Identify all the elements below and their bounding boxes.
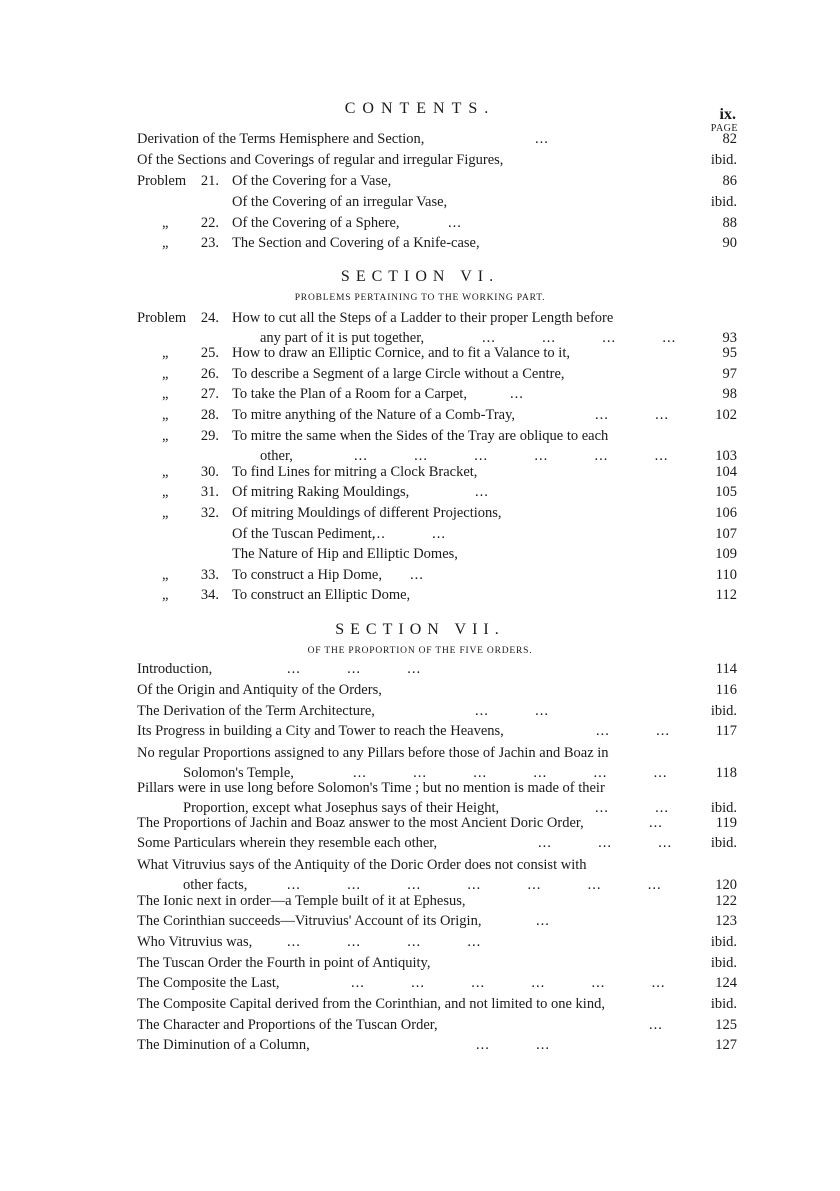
entry-title: What Vitruvius says of the Antiquity of the Doric Order does not consist with [137, 857, 587, 873]
entry-title: Of the Covering for a Vase, [232, 173, 392, 189]
ditto-mark: „ [162, 587, 169, 603]
entry-continuation: any part of it is put together, [260, 330, 425, 346]
page-number: ibid. [710, 703, 737, 719]
page-number: 125 [715, 1017, 737, 1033]
entry-title: Of the Sections and Coverings of regular and irregular Figures, [137, 152, 504, 168]
page-number: 86 [722, 173, 737, 189]
dot-leader: ... [536, 913, 550, 929]
entry-title: Of the Covering of an irregular Vase, [232, 194, 448, 210]
page-number: 90 [722, 235, 737, 251]
entry-title: To construct an Elliptic Dome, [232, 587, 411, 603]
entry-title: Its Progress in building a City and Tower to reach the Heavens, [137, 723, 504, 739]
running-title: CONTENTS. [344, 100, 496, 117]
entry-continuation: other facts, [183, 877, 248, 893]
page-number: ibid. [710, 996, 737, 1012]
problem-number: 24. [200, 310, 219, 326]
entry-title: The Composite Capital derived from the Corinthian, and not limited to one kind, [137, 996, 605, 1012]
page-number: 124 [715, 975, 737, 991]
entry-continuation: Proportion, except what Josephus says of their Height, [183, 800, 500, 816]
problem-number: 31. [200, 484, 219, 500]
toc-entry [0, 428, 840, 464]
entry-title: To take the Plan of a Room for a Carpet, [232, 386, 467, 402]
toc-entry [0, 893, 840, 913]
dot-leader: ... ... ... [538, 835, 673, 851]
toc-entry [0, 815, 840, 835]
problem-label: Problem [137, 173, 187, 189]
toc-entry [0, 131, 840, 151]
toc-entry [0, 835, 840, 855]
toc-entry [0, 1037, 840, 1057]
page-number: 118 [715, 765, 737, 781]
entry-title: The Character and Proportions of the Tuscan Order, [137, 1017, 438, 1033]
ditto-mark: „ [162, 386, 169, 402]
ditto-mark: „ [162, 345, 169, 361]
entry-title: Of mitring Raking Mouldings, [232, 484, 410, 500]
dot-leader: ... ... ... ... ... ... [351, 975, 666, 991]
section-6-subtitle: PROBLEMS PERTAINING TO THE WORKING PART. [294, 293, 546, 303]
dot-leader: ... ... ... [287, 661, 422, 677]
toc-entry [0, 955, 840, 975]
toc-entry [0, 194, 840, 214]
dot-leader: ... [410, 567, 424, 583]
toc-entry [0, 386, 840, 406]
page-number: ibid. [710, 152, 737, 168]
dot-leader: ... ... [595, 800, 669, 816]
folio-number: ix. [719, 106, 736, 123]
page-number: 93 [722, 330, 737, 346]
toc-entry [0, 934, 840, 954]
dot-leader: ... ... [476, 1037, 550, 1053]
toc-entry [0, 703, 840, 723]
page-number: 106 [715, 505, 737, 521]
toc-entry [0, 526, 840, 546]
dot-leader: ... [649, 1017, 663, 1033]
entry-title: To find Lines for mitring a Clock Bracket, [232, 464, 478, 480]
entry-continuation: Solomon's Temple, [183, 765, 294, 781]
page-number: 114 [715, 661, 737, 677]
page-number: 103 [715, 448, 737, 464]
page-number: 82 [722, 131, 737, 147]
toc-entry [0, 407, 840, 427]
dot-leader: ... ... ... ... [482, 330, 677, 346]
toc-entry [0, 682, 840, 702]
page-number: 122 [715, 893, 737, 909]
dot-leader: ... ... ... ... ... ... [354, 448, 669, 464]
entry-title: Of the Tuscan Pediment, [232, 526, 376, 542]
entry-title: The Composite the Last, [137, 975, 280, 991]
page-number: 117 [715, 723, 737, 739]
ditto-mark: „ [162, 464, 169, 480]
problem-number: 33. [200, 567, 219, 583]
entry-title: To mitre the same when the Sides of the Tray are oblique to each [232, 428, 609, 444]
dot-leader: ... ... ... ... ... ... ... [287, 877, 662, 893]
page-number: 105 [715, 484, 737, 500]
entry-title: The Derivation of the Term Architecture, [137, 703, 375, 719]
entry-title: How to cut all the Steps of a Ladder to their proper Length before [232, 310, 614, 326]
dot-leader: ... [448, 215, 462, 231]
toc-entry [0, 661, 840, 681]
page-number: ibid. [710, 934, 737, 950]
entry-title: The Nature of Hip and Elliptic Domes, [232, 546, 458, 562]
page-number: ibid. [710, 955, 737, 971]
toc-entry [0, 173, 840, 193]
problem-number: 32. [200, 505, 219, 521]
toc-entry [0, 235, 840, 255]
dot-leader: ... [510, 386, 524, 402]
entry-title: Of mitring Mouldings of different Projections, [232, 505, 502, 521]
ditto-mark: „ [162, 235, 169, 251]
toc-entry [0, 857, 840, 893]
toc-entry [0, 546, 840, 566]
toc-entry [0, 152, 840, 172]
problem-number: 23. [200, 235, 219, 251]
toc-entry [0, 587, 840, 607]
toc-entry [0, 215, 840, 235]
page-number: 116 [715, 682, 737, 698]
ditto-mark: „ [162, 407, 169, 423]
toc-entry [0, 310, 840, 346]
page-number: 110 [715, 567, 737, 583]
section-6-title: SECTION VI. [340, 268, 500, 285]
page-number: ibid. [710, 835, 737, 851]
toc-entry [0, 745, 840, 781]
toc-entry [0, 1017, 840, 1037]
problem-number: 27. [200, 386, 219, 402]
entry-title: How to draw an Elliptic Cornice, and to fit a Valance to it, [232, 345, 570, 361]
entry-title: The Proportions of Jachin and Boaz answer to the most Ancient Doric Order, [137, 815, 584, 831]
toc-entry [0, 505, 840, 525]
dot-leader: ... ... [596, 723, 670, 739]
entry-title: Derivation of the Terms Hemisphere and Section, [137, 131, 425, 147]
dot-leader: ... ... ... ... ... ... [353, 765, 668, 781]
page-number: 112 [715, 587, 737, 603]
dot-leader: ... ... [372, 526, 446, 542]
dot-leader: ... [475, 484, 489, 500]
page-number: 123 [715, 913, 737, 929]
dot-leader: ... ... [475, 703, 549, 719]
page-number: 97 [722, 366, 737, 382]
problem-number: 26. [200, 366, 219, 382]
dot-leader: ... [535, 131, 549, 147]
toc-entry [0, 484, 840, 504]
toc-entry [0, 345, 840, 365]
dot-leader: ... [649, 815, 663, 831]
toc-entry [0, 913, 840, 933]
problem-label: Problem [137, 310, 187, 326]
problem-number: 28. [200, 407, 219, 423]
page-number: 119 [715, 815, 737, 831]
page-column-label: PAGE [710, 123, 738, 134]
page-number: ibid. [710, 800, 737, 816]
entry-title: The Diminution of a Column, [137, 1037, 310, 1053]
page-number: 127 [715, 1037, 737, 1053]
section-7-subtitle: OF THE PROPORTION OF THE FIVE ORDERS. [307, 646, 533, 656]
problem-number: 29. [200, 428, 219, 444]
page-number: 109 [715, 546, 737, 562]
page-number: 104 [715, 464, 737, 480]
page-number: 120 [715, 877, 737, 893]
page-number: 98 [722, 386, 737, 402]
toc-entry [0, 996, 840, 1016]
ditto-mark: „ [162, 428, 169, 444]
entry-title: Pillars were in use long before Solomon's Time ; but no mention is made of their [137, 780, 605, 796]
toc-entry [0, 464, 840, 484]
entry-title: The Ionic next in order—a Temple built of it at Ephesus, [137, 893, 466, 909]
page-number: 102 [715, 407, 737, 423]
problem-number: 25. [200, 345, 219, 361]
entry-title: To construct a Hip Dome, [232, 567, 382, 583]
problem-number: 22. [200, 215, 219, 231]
ditto-mark: „ [162, 567, 169, 583]
entry-title: Of the Covering of a Sphere, [232, 215, 400, 231]
entry-title: The Section and Covering of a Knife-case, [232, 235, 480, 251]
toc-entry [0, 780, 840, 816]
section-7-title: SECTION VII. [335, 621, 505, 638]
dot-leader: ... ... ... ... [287, 934, 482, 950]
toc-entry [0, 366, 840, 386]
ditto-mark: „ [162, 505, 169, 521]
entry-title: To describe a Segment of a large Circle without a Centre, [232, 366, 565, 382]
entry-title: To mitre anything of the Nature of a Comb-Tray, [232, 407, 516, 423]
entry-title: No regular Proportions assigned to any Pillars before those of Jachin and Boaz in [137, 745, 609, 761]
toc-entry [0, 567, 840, 587]
problem-number: 30. [200, 464, 219, 480]
entry-title: Some Particulars wherein they resemble each other, [137, 835, 438, 851]
entry-title: Introduction, [137, 661, 213, 677]
entry-title: The Corinthian succeeds—Vitruvius' Account of its Origin, [137, 913, 482, 929]
entry-title: Of the Origin and Antiquity of the Orders, [137, 682, 382, 698]
toc-entry [0, 723, 840, 743]
page-number: 88 [722, 215, 737, 231]
page-number: 107 [715, 526, 737, 542]
problem-number: 34. [200, 587, 219, 603]
dot-leader: ... ... [595, 407, 669, 423]
entry-title: Who Vitruvius was, [137, 934, 253, 950]
ditto-mark: „ [162, 366, 169, 382]
entry-title: The Tuscan Order the Fourth in point of Antiquity, [137, 955, 431, 971]
problem-number: 21. [200, 173, 219, 189]
toc-entry [0, 975, 840, 995]
page-number: ibid. [710, 194, 737, 210]
entry-continuation: other, [260, 448, 293, 464]
page-number: 95 [722, 345, 737, 361]
ditto-mark: „ [162, 215, 169, 231]
ditto-mark: „ [162, 484, 169, 500]
